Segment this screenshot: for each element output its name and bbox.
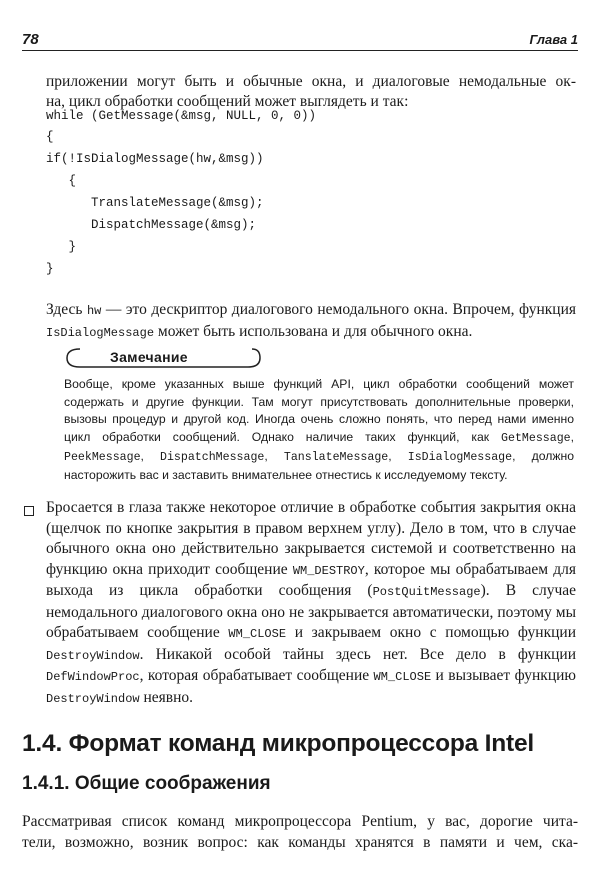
intro-paragraph	[46, 72, 576, 93]
bullet-text: ). В случае немодального диалогового окна оно не закрывается автоматически, поэтому мы обрабатываем сообщение	[46, 582, 577, 641]
code-defwindowproc: DefWindowProc	[46, 670, 140, 684]
code-line: DispatchMessage(&msg);	[46, 218, 257, 232]
hw-text-3: может быть использована и для обычного окна.	[154, 322, 473, 340]
subsection-heading: 1.4.1. Общие соображения	[22, 773, 271, 794]
hw-text-2: — это дескриптор диалогового немодального окна. Впрочем, функция	[101, 301, 576, 318]
closing-paragraph	[22, 812, 578, 833]
code-destroywindow: DestroyWindow	[46, 691, 140, 706]
note-text: , должно насторожить вас и заставить внимательнее отнестись к исследуемому тексту.	[64, 448, 574, 482]
code-line: {	[46, 174, 77, 188]
code-getmessage: GetMessage	[501, 432, 571, 446]
code-isdialogmessage: IsDialogMessage	[407, 450, 513, 464]
note-title: Замечание	[110, 349, 188, 365]
bullet-text: . Никакой особой тайны здесь нет. Все дело в функции	[139, 645, 576, 663]
note-text: ,	[388, 448, 408, 463]
code-isdialogmessage: IsDialogMessage	[46, 325, 155, 340]
intro-line-2: на, цикл обработки сообщений может выглядеть и так:	[46, 93, 409, 110]
chapter-label: Глава 1	[529, 32, 578, 47]
note-text: ,	[140, 448, 161, 463]
code-peekmessage: PeekMessage	[64, 450, 141, 464]
code-wm-close: WM_CLOSE	[228, 627, 287, 641]
code-postquitmessage: PostQuitMessage	[372, 585, 481, 599]
code-destroywindow: DestroyWindow	[46, 648, 140, 663]
bullet-square-icon	[24, 506, 34, 516]
code-line: while (GetMessage(&msg, NULL, 0, 0))	[46, 109, 317, 123]
closing-line-1: Рассматривая список команд микропроцессора Pentium, у вас, дорогие чита-	[22, 813, 578, 830]
page-header	[22, 28, 578, 51]
code-line: TranslateMessage(&msg);	[46, 196, 264, 210]
hw-text-1: Здесь	[46, 301, 87, 318]
bullet-text: , которое мы обрабатываем для выхода из цикла обработки сообщения (	[46, 560, 576, 599]
code-tanslatemessage: TanslateMessage	[283, 450, 389, 464]
code-dispatchmessage: DispatchMessage	[160, 450, 265, 464]
page-number: 78	[22, 31, 39, 48]
closing-paragraph-2	[22, 833, 578, 854]
bullet-text: , которая обрабатывает сообщение	[139, 667, 374, 684]
code-line: if(!IsDialogMessage(hw,&msg))	[46, 152, 264, 166]
bullet-paragraph	[46, 498, 576, 709]
note-text: ,	[264, 448, 284, 463]
code-hw: hw	[86, 304, 102, 318]
intro-line-1: приложении могут быть и обычные окна, и диалоговые немодальные ок-	[46, 73, 576, 90]
closing-line-2: тели, возможно, возник вопрос: как команды хранятся в памяти и чем, ска-	[22, 834, 578, 851]
section-heading: 1.4. Формат команд микропроцессора Intel	[22, 730, 535, 757]
code-line: }	[46, 240, 77, 254]
note-body	[64, 376, 574, 484]
note-text: Вообще, кроме указанных выше функций API, цикл обработки сообщений может содержать и другие функции. Там могут присутствовать дополнительные проверки, вызовы процедур и другой код. Иногда очень сложно понять, что перед нами именно цикл обработки сообщений. Однако наличие таких функций, как	[64, 377, 574, 445]
note-text: ,	[570, 430, 574, 445]
code-wm-close: WM_CLOSE	[373, 670, 432, 684]
hw-paragraph	[46, 300, 576, 343]
bullet-text: Бросается в глаза также некоторое отличие в обработке события закрытия окна (щелчок по кнопке закрытия в правом верхнем углу). Дело в том, что в случае обычного окна оно действительно закрывается системой и соответственно на функцию окна приходит сообщение	[46, 499, 576, 578]
bullet-text: неявно.	[139, 688, 194, 706]
bullet-text: и вызывает функцию	[431, 667, 576, 684]
code-line: {	[46, 130, 54, 144]
bullet-text: и закрываем окно с помощью функции	[286, 624, 576, 641]
code-line: }	[46, 262, 54, 276]
code-wm-destroy: WM_DESTROY	[292, 563, 365, 578]
note-heading	[64, 346, 254, 368]
